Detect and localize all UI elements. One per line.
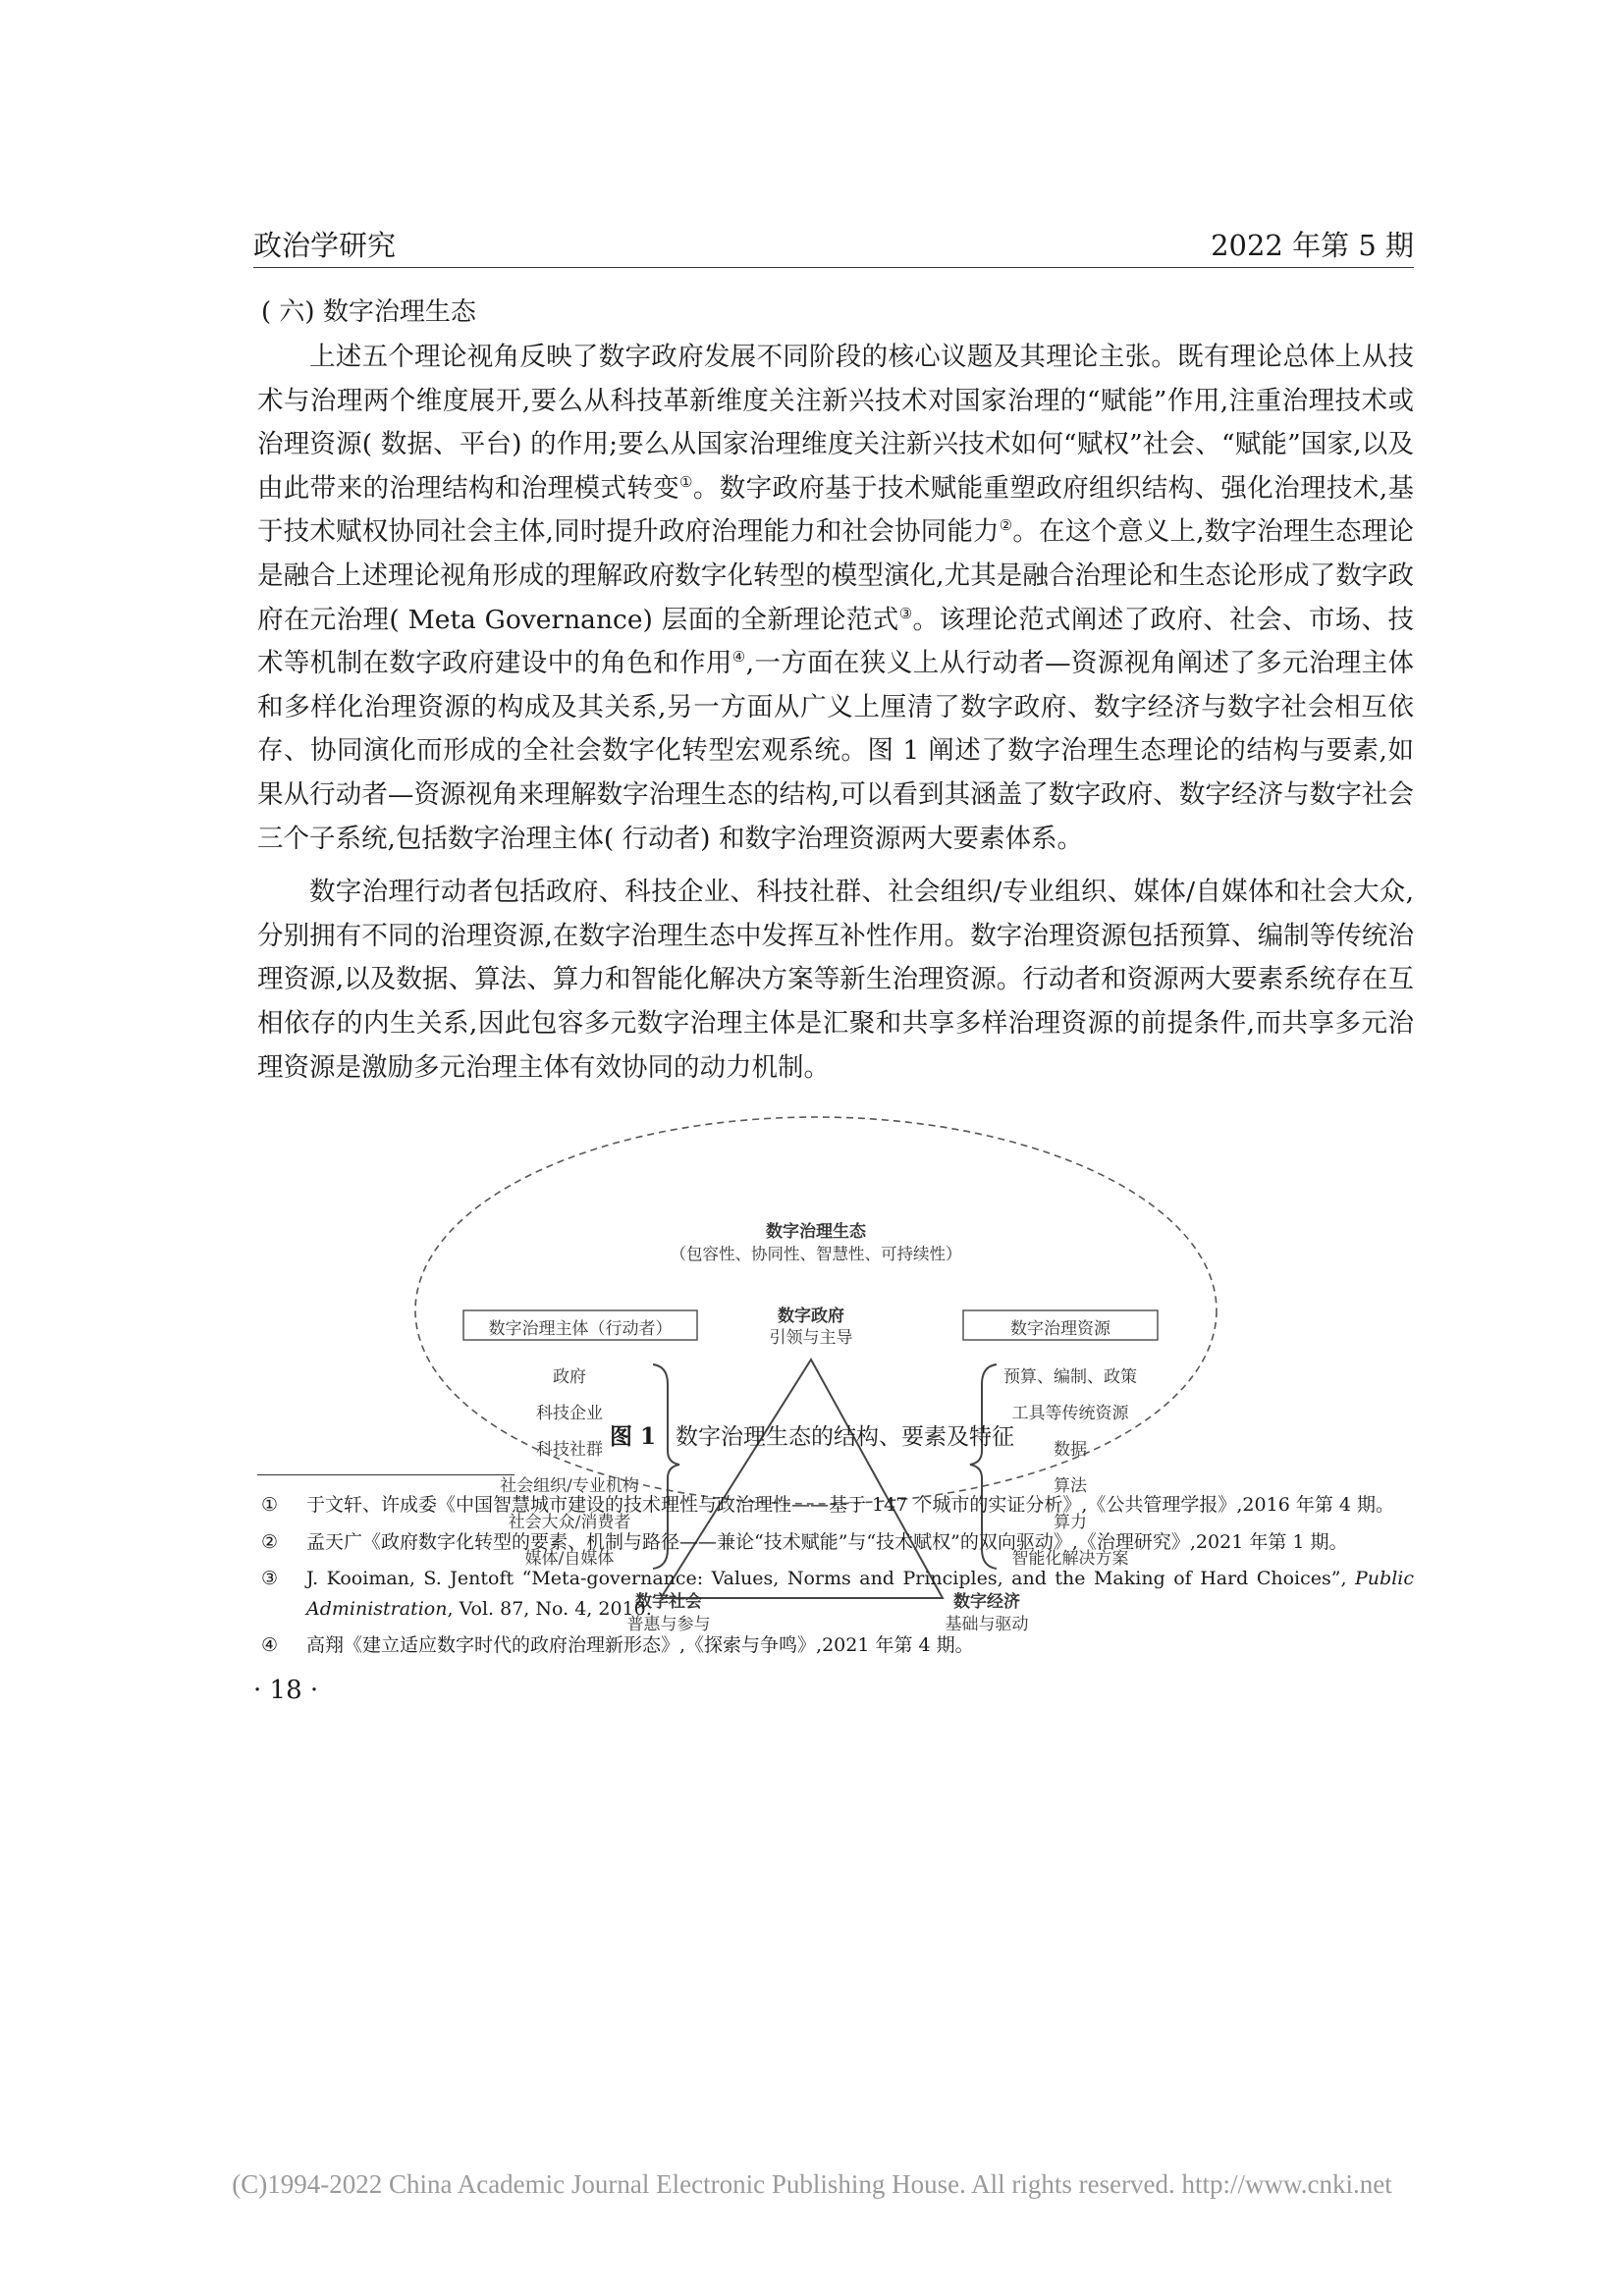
paragraph-text: 。在这个意义上,数字治理生态理论是融合上述理论视角形成的理解政府数字化转型的模型演化,尤其是融合治理论和生态论形成了数字政府在元治理( Meta Governance) 层面的全新理论范式 xyxy=(257,516,1414,635)
footnote-mark: ① xyxy=(261,1494,279,1516)
paragraph-text: 。该理论范式阐述了政府、社会、市场、技术等机制在数字政府建设中的角色和作用 xyxy=(257,604,1415,679)
footnote xyxy=(257,1630,1414,1661)
node-digital-society: 数字社会 xyxy=(635,1592,702,1612)
figure-caption-text: 数字治理生态的结构、要素及特征 xyxy=(676,1424,1014,1450)
resource-item: 智能化解决方案 xyxy=(1011,1549,1129,1569)
paragraph-text: ,一方面在狭义上从行动者—资源视角阐述了多元治理主体和多样化治理资源的构成及其关系,另一方面从广义上厘清了数字政府、数字经济与数字社会相互依存、协同演化而形成的全社会数字化转型宏观系统。图 1 阐述了数字治理生态理论的结构与要素,如果从行动者—资源视角来理解数字治理生态的结构,可以看到其涵盖了数字政府、数字经济与数字社会三个子系统,包括数字治理主体( 行动者) 和数字治理资源两大要素体系。 xyxy=(257,648,1414,854)
footnote-ref[interactable]: ② xyxy=(999,516,1013,535)
figure-subtitle: （包容性、协同性、智慧性、可持续性） xyxy=(670,1245,962,1263)
footnote-journal: Public Administration xyxy=(306,1568,1414,1620)
resource-item: 数据 xyxy=(1054,1440,1087,1460)
node-digital-economy-role: 基础与驱动 xyxy=(945,1615,1029,1634)
paragraph-text: 上述五个理论视角反映了数字政府发展不同阶段的核心议题及其理论主张。既有理论总体上从技术与治理两个维度展开,要么从科技革新维度关注新兴技术对国家治理的“赋能”作用,注重治理技术或治理资源( 数据、平台) 的作用;要么从国家治理维度关注新兴技术如何“赋权”社会、“赋能”国家,以及由此带来的治理结构和治理模式转变 xyxy=(257,342,1414,504)
footnote-text: J. Kooiman, S. Jentoft “Meta-governance: Values, Norms and Principles, and the Making of Hard Choices”, xyxy=(306,1568,1356,1589)
actor-item: 科技企业 xyxy=(536,1404,603,1423)
footnote-mark: ④ xyxy=(261,1634,279,1656)
issue-label: 2022 年第 5 期 xyxy=(1211,229,1414,262)
paragraph xyxy=(257,336,1414,861)
figure-number: 图 1 xyxy=(609,1423,656,1450)
node-digital-society-role: 普惠与参与 xyxy=(626,1615,711,1634)
resource-item: 工具等传统资源 xyxy=(1011,1404,1129,1423)
resources-box xyxy=(963,1310,1158,1340)
node-digital-government-role: 引领与主导 xyxy=(769,1328,853,1348)
copyright-notice: (C)1994-2022 China Academic Journal Electronic Publishing House. All rights reserved. http://www.cnki.net xyxy=(232,2169,1392,2199)
footnote-text: 高翔《建立适应数字时代的政府治理新形态》,《探索与争鸣》,2021 年第 4 期。 xyxy=(306,1634,974,1656)
node-digital-economy: 数字经济 xyxy=(953,1592,1020,1612)
footnote-divider xyxy=(257,1474,514,1475)
actor-item: 科技社群 xyxy=(536,1440,603,1460)
footnote-text: 于文轩、许成委《中国智慧城市建设的技术理性与政治理性——基于 147 个城市的实证分析》,《公共管理学报》,2016 年第 4 期。 xyxy=(306,1494,1394,1516)
footnote-ref[interactable]: ① xyxy=(679,472,693,491)
footnotes xyxy=(257,1490,1414,1668)
resources-box-label: 数字治理资源 xyxy=(1010,1319,1110,1339)
journal-name: 政治学研究 xyxy=(253,229,397,262)
footnote-ref[interactable]: ③ xyxy=(898,604,913,622)
footnote-ref[interactable]: ④ xyxy=(731,648,746,667)
actor-item: 媒体/自媒体 xyxy=(524,1549,615,1569)
paragraph: 数字治理行动者包括政府、科技企业、科技社群、社会组织/专业组织、媒体/自媒体和社会大众,分别拥有不同的治理资源,在数字治理生态中发挥互补性作用。数字治理资源包括预算、编制等传统治理资源,以及数据、算法、算力和智能化解决方案等新生治理资源。行动者和资源两大要素系统存在互相依存的内生关系,因此包容多元数字治理主体是汇聚和共享多样治理资源的前提条件,而共享多元治理资源是激励多元治理主体有效协同的动力机制。 xyxy=(257,877,1414,1083)
footnote xyxy=(257,1490,1414,1521)
resource-item: 算法 xyxy=(1054,1476,1087,1496)
resource-item: 算力 xyxy=(1054,1513,1087,1532)
actor-item: 社会大众/消费者 xyxy=(508,1513,631,1532)
resource-item: 预算、编制、政策 xyxy=(1003,1367,1137,1387)
figure-title: 数字治理生态 xyxy=(766,1222,866,1242)
page-number: · 18 · xyxy=(253,1675,319,1705)
figure-caption xyxy=(0,1418,1624,1451)
section-title: ( 六) 数字治理生态 xyxy=(261,297,476,327)
actors-box-label: 数字治理主体（行动者） xyxy=(488,1319,673,1339)
footnote-mark: ③ xyxy=(261,1568,279,1589)
actor-item: 社会组织/专业机构 xyxy=(500,1476,639,1496)
footnote xyxy=(257,1527,1414,1558)
node-digital-government: 数字政府 xyxy=(778,1307,844,1326)
footnote-text: , Vol. 87, No. 4, 2010. xyxy=(447,1597,652,1620)
running-header xyxy=(253,218,1414,268)
footnote-text: 孟天广《政府数字化转型的要素、机制与路径——兼论“技术赋能”与“技术赋权”的双向驱动》,《治理研究》,2021 年第 1 期。 xyxy=(306,1530,1348,1553)
footnote xyxy=(257,1564,1414,1624)
paragraph-text: 。数字政府基于技术赋能重塑政府组织结构、强化治理技术,基于技术赋权协同社会主体,同时提升政府治理能力和社会协同能力 xyxy=(257,472,1414,548)
footnote-mark: ② xyxy=(261,1530,279,1553)
article-body xyxy=(257,291,1414,1090)
actor-item: 政府 xyxy=(553,1367,586,1387)
actors-box xyxy=(463,1310,697,1340)
